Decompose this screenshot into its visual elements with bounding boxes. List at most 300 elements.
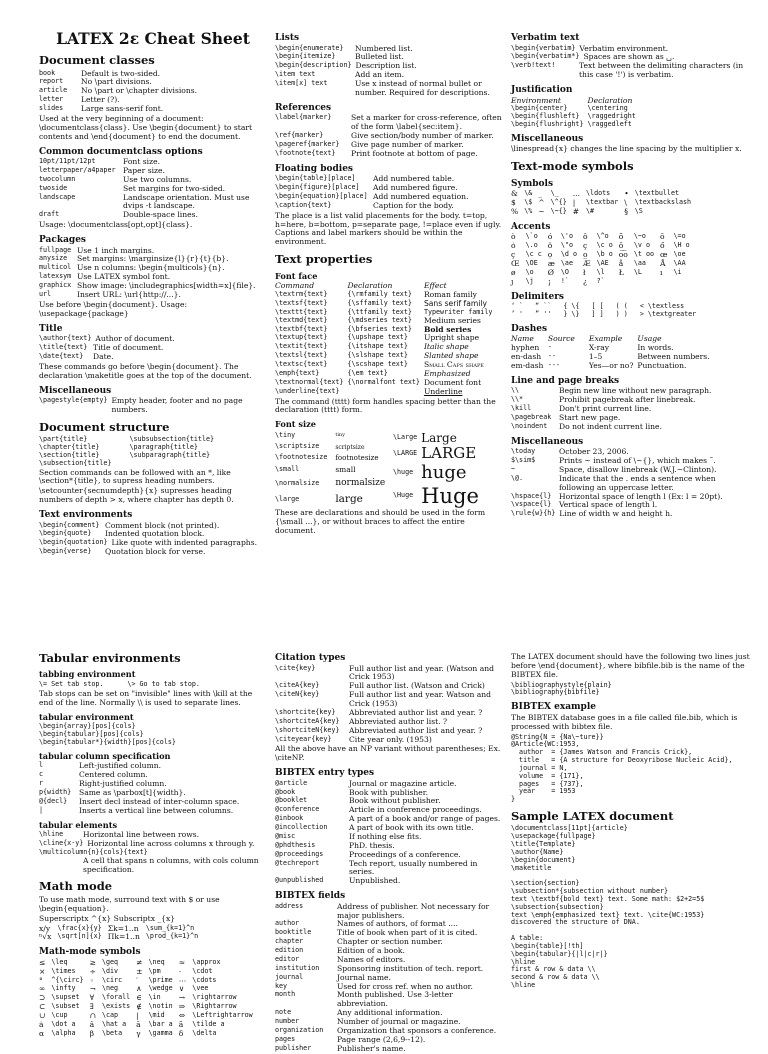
entry-desc: Abbreviated author list and year. ? [349, 725, 483, 735]
title-list [39, 335, 267, 362]
entry-key: \label{marker} [275, 113, 332, 122]
grid-cell: \^o [596, 232, 609, 241]
col-header: Environment [511, 95, 561, 105]
entry-row [39, 211, 267, 220]
grid-cell: \% [524, 207, 533, 215]
entry-desc: Quotation block for verse. [105, 547, 206, 557]
grid-cell: o͡o [618, 250, 628, 260]
verbatim-list [511, 45, 751, 81]
entry-desc: Book with publisher. [349, 787, 428, 797]
grid-cell: ő [660, 241, 665, 251]
entry-desc: Description list. [355, 61, 417, 71]
grid-cell: \S [634, 207, 643, 215]
tabbing-note: Tab stops can be set on "invisible" lines with \kill at the end of the line. Normally \\ is used to separate lines. [39, 688, 253, 707]
misc2-note: \linespread{x} changes the line spacing by the multiplier x. [511, 144, 742, 154]
entry-desc: Add numbered equation. [373, 191, 469, 201]
entry-desc: Numbered list. [355, 43, 413, 53]
cheat-sheet-page-1 [0, 29, 768, 557]
font-command: \underline{text} [275, 386, 340, 395]
entry-key: \today [511, 447, 536, 456]
dash-cell: -- [547, 352, 556, 361]
entry-key: chapter [275, 937, 304, 946]
entry-key: $\sim$ [511, 456, 536, 465]
entry-key: \vspace{l} [511, 500, 552, 509]
grid-cell: \H o [673, 241, 690, 250]
font-effect: Emphasized [423, 368, 471, 378]
grid-cell: ∞ [39, 984, 46, 994]
grid-cell: \$ [524, 198, 533, 207]
math-super-table [39, 925, 204, 943]
entry-desc: Set a marker for cross-reference, often of the form \label{sec:item}. [351, 113, 502, 132]
grid-cell: ∩ [89, 1011, 96, 1021]
bibfields-heading: BIBTEX fields [275, 891, 346, 902]
bibtex-example-heading: BIBTEX example [511, 702, 596, 713]
entry-desc: Double-space lines. [123, 210, 198, 220]
grid-cell: \cdots [192, 975, 217, 984]
dash-row [511, 362, 714, 371]
floats-list [275, 175, 503, 211]
entry-desc: Names of authors, of format .... [337, 919, 458, 929]
doc-options-list [39, 158, 267, 220]
entry-desc: Title of book when part of it is cited. [337, 928, 478, 938]
entry-key: @{decl} [39, 796, 68, 805]
entry-key: \\* [511, 395, 524, 404]
grid-cell: \o [525, 267, 534, 276]
col-header: Declaration [347, 281, 393, 291]
grid-cell: ȧ [39, 1019, 44, 1029]
entry-row [275, 903, 503, 921]
grid-cell: \rightarrow [192, 993, 237, 1002]
grid-cell: | [572, 198, 576, 208]
text-props-note: The command (tttt) form handles spacing better than the declaration (tttt) form. [275, 396, 496, 415]
entry-desc: Do not indent current line. [559, 421, 662, 431]
grid-cell: \neg [101, 984, 119, 993]
grid-cell: \aa [633, 259, 646, 268]
entry-desc: Used for cross ref. when no author. [337, 981, 473, 991]
grid-cell: \circ [101, 975, 123, 984]
entry-desc: Article in conference proceedings. [349, 805, 482, 815]
grid-cell: \~o [633, 232, 646, 241]
grid-cell: \AE [596, 259, 609, 268]
grid-cell: \hat a [101, 1019, 127, 1028]
entry-key: month [275, 990, 296, 999]
entry-key: \citeyear{key} [275, 734, 332, 743]
font-size-row [275, 431, 393, 442]
doc-options-note: Usage: \documentclass[opt,opt]{class}. [39, 220, 193, 230]
grid-cell: \sqrt[n]{x} [57, 932, 102, 941]
font-size-heading: Font size [275, 419, 316, 430]
grid-cell: \supset [51, 993, 80, 1002]
grid-cell: ~ [538, 207, 545, 216]
entry-key: \shortciteA{key} [275, 716, 340, 725]
grid-cell: \b o [596, 250, 613, 259]
entry-desc: No \part or \chapter divisions. [81, 86, 198, 96]
tabular-heading: Tabular environments [39, 651, 181, 665]
size-sample: normalsize [335, 478, 386, 489]
dashes-table [511, 335, 714, 371]
entry-key: edition [275, 946, 304, 955]
entry-desc: Begin new line without new paragraph. [559, 386, 712, 396]
entry-row [39, 194, 267, 212]
font-command: \textbf{text} [275, 324, 328, 333]
grid-cell: \O [560, 267, 569, 276]
text-env-heading: Text environments [39, 510, 133, 521]
grid-cell: ⊂ [39, 1002, 46, 1012]
grid-cell: δ [178, 1028, 184, 1038]
entry-key: @inbook [275, 814, 304, 823]
delims-heading: Delimiters [511, 291, 565, 302]
grid-cell: ?` [596, 276, 605, 285]
entry-desc: Horizontal line across columns x through y. [87, 839, 255, 849]
mathmode-note: To use math mode, surround text with $ or use \begin{equation}. [39, 894, 220, 913]
entry-key: \pagebreak [511, 412, 552, 421]
entry-key: 10pt/11pt/12pt [39, 157, 96, 166]
entry-desc: Book without publisher. [349, 796, 441, 806]
grid-cell: ǒ [618, 241, 624, 251]
breaks-heading: Line and page breaks [511, 375, 620, 386]
entry-desc: Use x instead of normal bullet or number. Required for descriptions. [355, 79, 490, 97]
tab-env-heading: tabular environment [39, 711, 134, 722]
grid-cell: x/y [39, 923, 51, 933]
grid-cell: ′ [136, 975, 138, 985]
entry-key: @incollection [275, 823, 328, 832]
grid-cell: ç [511, 250, 516, 260]
col-header: Command [275, 281, 315, 291]
grid-cell: ∃ [89, 1002, 94, 1012]
entry-key: number [275, 1017, 300, 1026]
colspec-heading: tabular column specification [39, 750, 171, 761]
font-declaration: {\em text} [347, 368, 388, 377]
grid-cell: ö [547, 241, 553, 251]
entry-row [275, 991, 503, 1009]
entry-desc: Tech report, usually numbered in series. [349, 858, 478, 877]
entry-desc: Give page number of marker. [351, 139, 464, 149]
entry-row [275, 1027, 503, 1036]
symbols-heading: Symbols [511, 178, 554, 189]
font-command: \textnormal{text} [275, 377, 344, 386]
font-declaration: {\bfseries text} [347, 324, 412, 333]
doc-structure-note2: \setcounter{secnumdepth}{x} supresses heading numbers of depth > x, where chapter has depth 0. [39, 486, 234, 505]
entry-row [39, 548, 267, 557]
misc1-heading: Miscellaneous [39, 385, 112, 396]
grid-cell [619, 278, 634, 287]
entry-desc: Prohibit pagebreak after linebreak. [559, 395, 696, 405]
entry-desc: Add numbered figure. [373, 183, 458, 193]
bibentry-heading: BIBTEX entry types [275, 768, 375, 779]
font-effect: Medium series [423, 315, 481, 325]
entry-key: \citeN{key} [275, 690, 320, 699]
grid-cell: Σk=1..n [107, 923, 139, 933]
entry-desc: Caption for the body. [373, 200, 454, 210]
entry-desc: Landscape orientation. Must use dvips -t landscape. [123, 192, 250, 211]
grid-cell: \frac{x}{y} [57, 923, 102, 932]
dash-cell: Between numbers. [637, 352, 710, 362]
entry-key: anysize [39, 254, 68, 263]
structure-cmd: \paragraph{title} [129, 443, 198, 452]
bibentry-list [275, 780, 503, 887]
col-header: Name [511, 334, 534, 344]
doc-structure-note1: Section commands can be followed with an *, like \section*{title}, to supress heading numbers. [39, 467, 231, 486]
entry-key: \shortciteN{key} [275, 725, 340, 734]
font-declaration: {\mdseries text} [347, 315, 412, 324]
title-note: These commands go before \begin{document}. The declaration \maketitle goes at the top of the document. [39, 361, 252, 380]
entry-key: \caption{text} [275, 200, 332, 209]
entry-row [275, 150, 503, 159]
math-symbols-table [39, 959, 259, 1039]
grid-cell: ... [572, 189, 581, 199]
entry-key: @misc [275, 831, 296, 840]
grid-row [511, 208, 697, 217]
entry-key: graphicx [39, 281, 72, 290]
grid-cell: \Rightarrow [192, 1002, 237, 1011]
grid-cell: Æ [583, 259, 591, 269]
entry-desc: Chapter or section number. [337, 937, 443, 947]
entry-key: journal [275, 972, 304, 981]
entry-desc: Abbreviated author list. ? [349, 716, 448, 726]
entry-key: key [275, 981, 288, 990]
entry-desc: Month published. Use 3-letter abbreviation. [337, 990, 453, 1009]
entry-key: landscape [39, 192, 76, 201]
grid-cell: \vee [192, 984, 209, 993]
grid-cell: ⊃ [39, 993, 46, 1003]
grid-cell: \i [673, 267, 682, 276]
font-effect: Italic shape [423, 342, 469, 352]
font-size-row [275, 442, 393, 453]
grid-cell: \d o [560, 250, 577, 259]
entry-desc: Inserts a vertical line between columns. [79, 805, 234, 815]
entry-desc: Use two columns. [123, 174, 192, 184]
font-size-block [275, 431, 503, 508]
entry-key: \begin{verbatim*} [511, 52, 580, 61]
grid-cell: % [511, 207, 519, 216]
grid-cell: ç [583, 241, 588, 251]
entry-desc: Number of journal or magazine. [337, 1017, 461, 1027]
citation-list [275, 665, 503, 745]
entry-row [511, 423, 751, 432]
font-command: \textmd{text} [275, 315, 328, 324]
entry-key: \rule{w}{h} [511, 509, 556, 518]
grid-cell: æ [547, 259, 555, 269]
entry-desc: Horizontal space of length l (Ex: l = 20pt). [559, 491, 723, 501]
grid-cell: ∀ [89, 993, 95, 1003]
grid-cell: \in [148, 993, 161, 1002]
grid-cell: \c c [525, 250, 542, 259]
grid-cell: ^{\circ} [51, 975, 84, 984]
bibtex-example-code: @String{N = {Na\~ture}} @Article{WC:1953, author = {James Watson and Francis Crick}, title = {A structure for Deoxyribose Nucleic Acid}, journal = N, volume = {171}, pages = {737}, year = 1953 } [511, 732, 733, 804]
entry-desc: Font size. [123, 157, 161, 167]
font-face-table [275, 282, 496, 396]
entry-key: \ref{marker} [275, 131, 324, 140]
justification-heading: Justification [511, 85, 573, 96]
justification-table [511, 97, 650, 129]
grid-cell: ≈ [178, 957, 186, 967]
grid-cell: \"o [560, 241, 573, 250]
misc1-list [39, 397, 267, 415]
grid-cell: \notin [148, 1002, 173, 1011]
grid-cell: \~{} [550, 207, 567, 215]
grid-cell: \subset [51, 1002, 80, 1011]
grid-cell: \L [633, 267, 642, 276]
grid-cell: ȯ [511, 241, 516, 251]
column-1 [39, 30, 267, 557]
grid-cell: \wedge [148, 984, 173, 993]
entry-key: \pagestyle{empty} [39, 396, 108, 405]
just-cell: \begin{center} [511, 104, 568, 113]
grid-cell: \l [596, 267, 605, 276]
dash-cell: - [547, 343, 552, 352]
font-declaration: {\itshape text} [347, 342, 408, 351]
entry-desc: Sponsoring institution of tech. report. [337, 963, 484, 973]
grid-cell: ⁿ√x [39, 932, 52, 942]
size-command: \small [275, 465, 300, 474]
entry-key: r [39, 779, 44, 788]
packages-heading: Packages [39, 235, 86, 246]
entry-desc: Unpublished. [349, 876, 401, 886]
bibtex-example-text: The BIBTEX database goes in a file called file.bib, which is processed with bibtex file. [511, 712, 738, 731]
grid-cell: ı [660, 267, 663, 277]
entry-desc: Right-justified column. [79, 779, 167, 789]
font-size-row [275, 476, 393, 491]
entry-key: \begin{enumerate} [275, 43, 344, 52]
grid-cell: \_ [550, 189, 559, 198]
grid-cell: Å [660, 259, 666, 269]
dash-cell: Yes—or no? [588, 360, 634, 370]
entry-desc: Organization that sponsors a conference. [337, 1025, 497, 1035]
refs-list [275, 114, 503, 158]
size-sample: scriptsize [335, 443, 365, 451]
misc3-list [511, 448, 751, 519]
grid-cell: ā [136, 1019, 141, 1029]
entry-row [275, 202, 503, 211]
grid-cell: \v o [633, 241, 650, 250]
math-symbols-heading: Math-mode symbols [39, 947, 141, 958]
entry-key: organization [275, 1025, 324, 1034]
doc-structure-heading: Document structure [39, 419, 170, 434]
tabbing-set: \= Set tab stop. [39, 680, 104, 689]
entry-key: \@. [511, 473, 524, 482]
entry-desc: Verbatim environment. [579, 43, 669, 53]
tabbing-heading: tabbing environment [39, 669, 136, 680]
dash-cell: Punctuation. [637, 360, 687, 370]
bibfields-list [275, 903, 503, 1054]
structure-row [39, 460, 232, 468]
entry-key: @techreport [275, 858, 320, 867]
floats-note: The place is a list valid placements for the body. t=top, h=here, b=bottom, p=separate page, !=place even if ugly. Captions and label markers should be within the environment. [275, 210, 502, 247]
grid-cell: \cup [51, 1011, 68, 1020]
just-cell: \begin{flushright} [511, 120, 584, 129]
column-2 [275, 30, 503, 537]
grid-cell: \'o [560, 232, 573, 241]
packages-note: Use before \begin{document}. Usage: \usepackage{package} [39, 299, 188, 318]
entry-desc: Horizontal line between rows. [83, 830, 200, 840]
entry-key: institution [275, 963, 320, 972]
grid-cell: \alpha [51, 1028, 76, 1037]
entry-desc: Set margins: \marginsize{l}{r}{t}{b}. [77, 254, 229, 264]
tab-env-line: \begin{array}[pos]{cols} [39, 722, 136, 731]
dashes-heading: Dashes [511, 323, 548, 334]
just-cell: \begin{flushleft} [511, 112, 580, 121]
grid-cell: \j [525, 276, 534, 285]
entry-key: letterpaper/a4paper [39, 165, 116, 174]
grid-cell: \times [51, 966, 76, 975]
font-command: \textrm{text} [275, 290, 328, 299]
column-3 [511, 30, 751, 519]
grid-cell: õ [618, 232, 624, 242]
bibtex-intro: The LATEX document should have the following two lines just before \end{document}, where bibfile.bib is the name of the BIBTEX file. [511, 652, 750, 679]
grid-row [511, 278, 696, 287]
entry-key: \verb!text! [511, 61, 556, 70]
col-header: Example [588, 334, 623, 344]
font-command: \textsc{text} [275, 360, 328, 369]
font-size-note: These are declarations and should be used in the form {\small ...}, or without braces to affect the entire document. [275, 508, 486, 535]
delim-line: ‘ ` “ `` { \{ [ [ ( ( < \textless [511, 302, 685, 311]
cheat-sheet-page-2 [0, 650, 768, 1053]
doc-classes-heading: Document classes [39, 53, 155, 68]
sample-heading: Sample LATEX document [511, 809, 674, 823]
grid-cell: \oe [673, 250, 686, 259]
entry-key: \begin{figure}[place] [275, 183, 360, 192]
entry-key: \kill [511, 404, 532, 413]
just-row [511, 121, 650, 129]
entry-row [275, 80, 503, 98]
grid-cell: ∨ [178, 984, 185, 994]
size-command: \huge [393, 468, 414, 477]
entry-desc: Title of document. [93, 343, 164, 352]
superscript-line: Superscriptx ^{x} Subscriptx _{x} [39, 913, 176, 923]
entry-key: \begin{comment} [39, 520, 100, 529]
grid-cell: \delta [192, 1028, 217, 1037]
grid-cell: \prod_{k=1}^n [145, 932, 199, 941]
entry-key: slides [39, 104, 64, 113]
entry-row [39, 105, 267, 114]
grid-cell: \& [524, 189, 533, 198]
entry-key: \hspace{l} [511, 491, 552, 500]
dash-cell: --- [547, 360, 560, 369]
entry-row [39, 353, 267, 362]
entry-key: fullpage [39, 245, 72, 254]
grid-cell: \=o [673, 232, 686, 241]
entry-desc: Publisher's name. [337, 1043, 406, 1053]
tab-env-line: \begin{tabular*}{width}[pos]{cols} [39, 737, 176, 746]
entry-desc: Full author list and year. Watson and Crick (1953) [349, 690, 492, 709]
entry-key: \noindent [511, 421, 548, 430]
entry-desc: Give section/body number of marker. [351, 131, 494, 141]
entry-key: \\ [511, 386, 520, 395]
size-command: \Huge [393, 490, 414, 499]
font-command: \emph{text} [275, 368, 320, 377]
entry-desc: Journal name. [337, 972, 391, 982]
entry-key: \cline{x-y} [39, 839, 84, 848]
font-effect: Slanted shape [423, 351, 479, 361]
entry-key: @article [275, 778, 308, 787]
mathmode-heading: Math mode [39, 879, 113, 894]
just-cell: \centering [587, 104, 628, 113]
entry-desc: A part of book with its own title. [349, 823, 474, 833]
entry-key: c [39, 770, 44, 779]
font-size-row [393, 431, 483, 445]
grid-row [39, 1021, 259, 1030]
entry-key: \pageref{marker} [275, 139, 340, 148]
size-sample: large [335, 493, 363, 506]
grid-cell: \bar a [148, 1019, 173, 1028]
entry-key: url [39, 289, 52, 298]
dash-cell: In words. [637, 343, 674, 353]
entry-desc: Space, disallow linebreak (W.J.~Clinton). [559, 464, 717, 474]
entry-row [39, 87, 267, 96]
entry-desc: Journal or magazine article. [349, 778, 457, 788]
tab-env-line: \begin{tabular}[pos]{cols} [39, 730, 144, 739]
entry-desc: Vertical space of length l. [559, 500, 658, 510]
